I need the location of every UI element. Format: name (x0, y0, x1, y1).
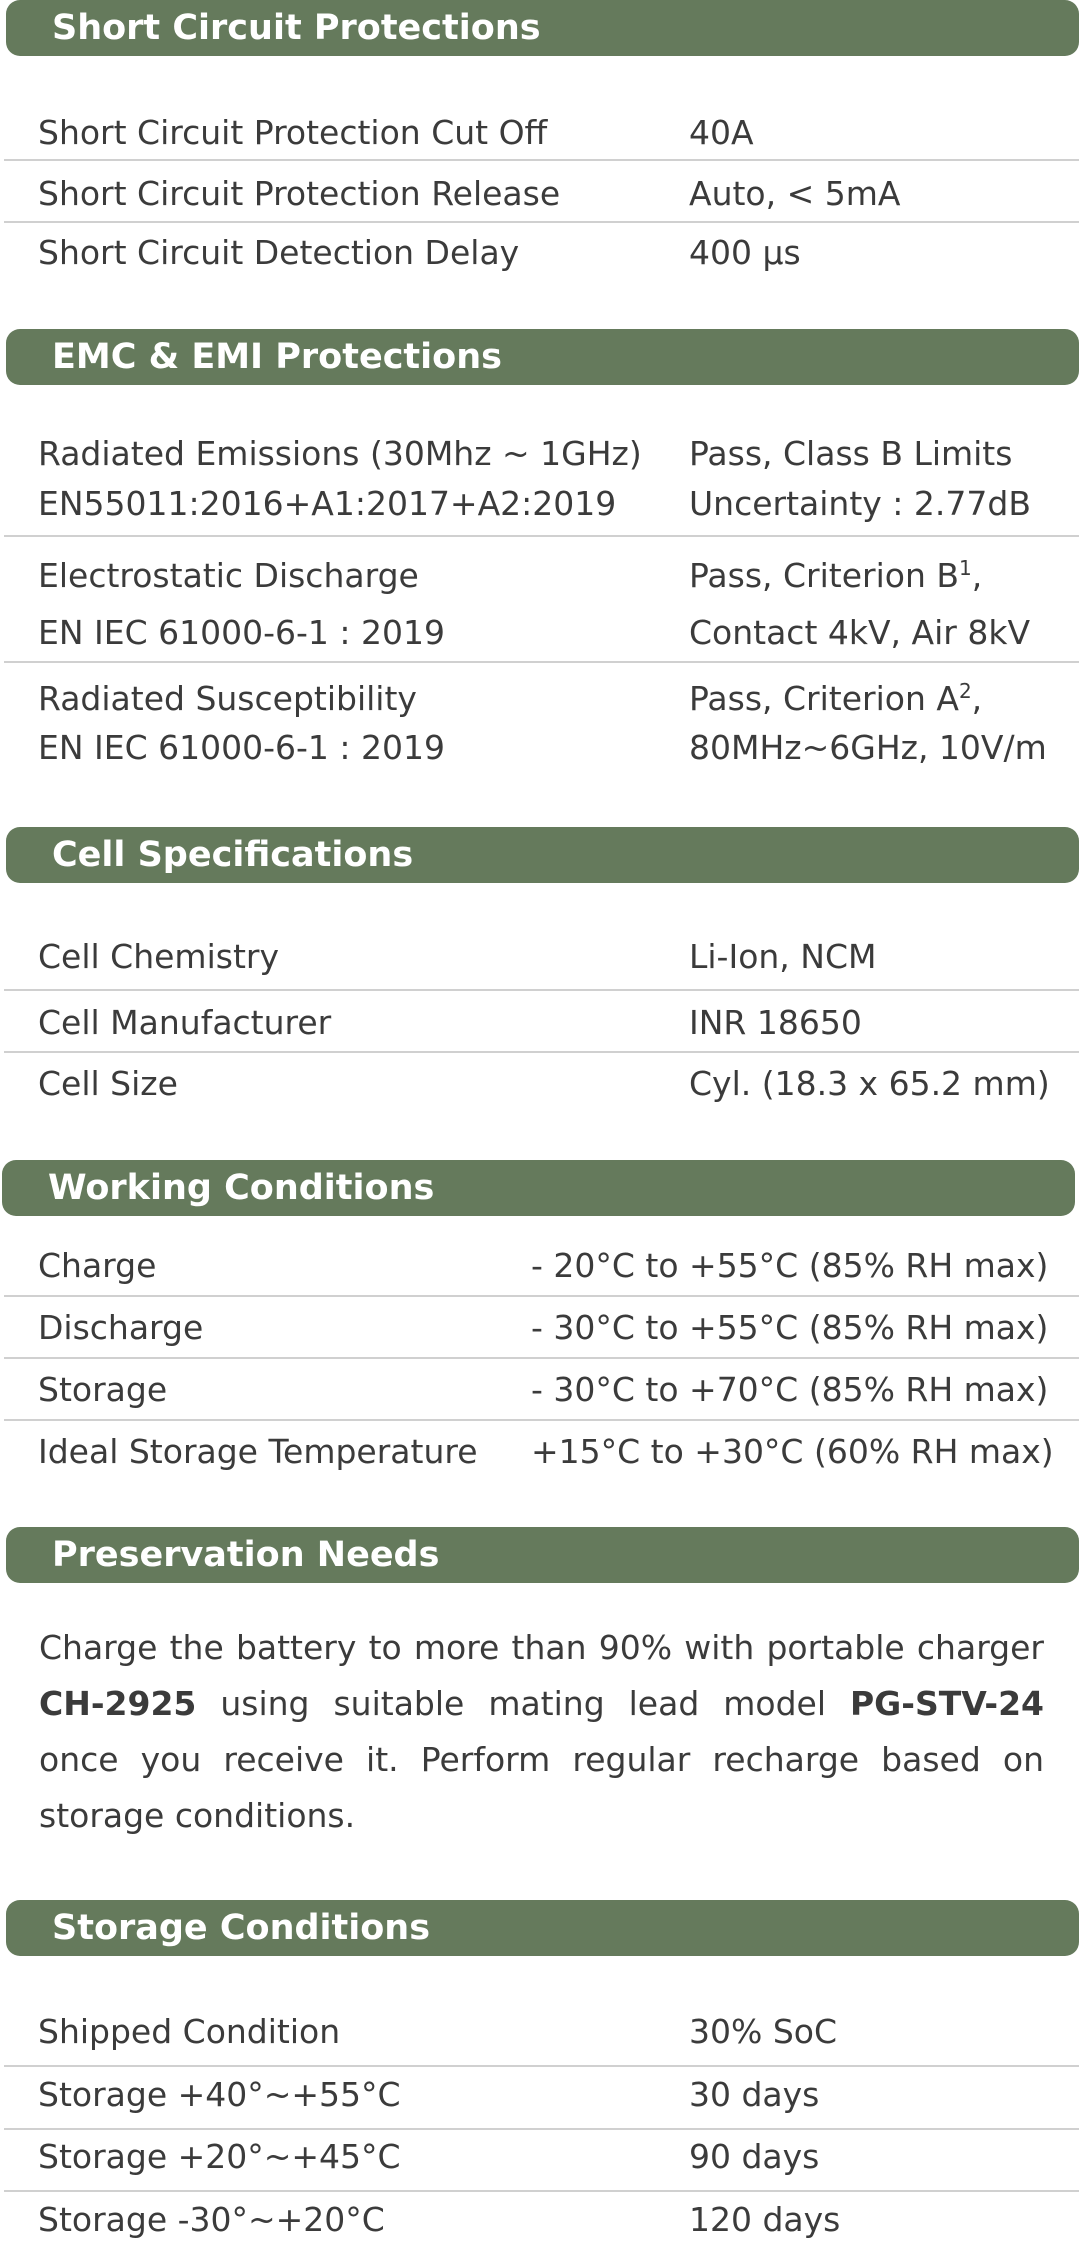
row-divider (4, 1051, 1079, 1053)
spec-value: Uncertainty : 2.77dB (689, 484, 1031, 523)
spec-standard: EN IEC 61000-6-1 : 2019 (38, 728, 446, 767)
row-divider (4, 159, 1079, 161)
spec-value: - 30°C to +70°C (85% RH max) (531, 1370, 1049, 1409)
spec-label: Cell Size (38, 1064, 178, 1103)
spec-label: Radiated Susceptibility (38, 679, 417, 718)
spec-value: +15°C to +30°C (60% RH max) (531, 1432, 1054, 1471)
section-header-emc (6, 329, 1079, 385)
spec-standard: EN IEC 61000-6-1 : 2019 (38, 613, 446, 652)
row-divider (4, 2128, 1079, 2130)
row-divider (4, 1419, 1079, 1421)
spec-label: Short Circuit Detection Delay (38, 233, 520, 272)
section-title: Cell Specifications (52, 835, 414, 875)
spec-label: Ideal Storage Temperature (38, 1432, 478, 1471)
spec-value: Contact 4kV, Air 8kV (689, 613, 1031, 652)
spec-label: Radiated Emissions (30Mhz ~ 1GHz) (38, 434, 642, 473)
row-divider (4, 535, 1079, 537)
spec-value: INR 18650 (689, 1003, 862, 1042)
row-divider (4, 221, 1079, 223)
spec-value (689, 675, 982, 723)
spec-value: 400 µs (689, 233, 801, 272)
spec-value: - 30°C to +55°C (85% RH max) (531, 1308, 1049, 1347)
row-divider (4, 2190, 1079, 2192)
section-title: Preservation Needs (52, 1535, 440, 1575)
section-header-preservation (6, 1527, 1079, 1583)
spec-label: Storage (38, 1370, 168, 1409)
row-divider (4, 2065, 1079, 2067)
spec-standard: EN55011:2016+A1:2017+A2:2019 (38, 484, 617, 523)
spec-value-text: Pass, Criterion A (689, 679, 959, 718)
spec-value-end: , (971, 556, 983, 595)
spec-value: - 20°C to +55°C (85% RH max) (531, 1246, 1049, 1285)
spec-label: Short Circuit Protection Cut Off (38, 113, 548, 152)
spec-value: Li-Ion, NCM (689, 937, 877, 976)
spec-value-end: , (971, 679, 983, 718)
spec-label: Electrostatic Discharge (38, 556, 419, 595)
spec-label: Cell Manufacturer (38, 1003, 332, 1042)
section-header-working (2, 1160, 1075, 1216)
section-title: Storage Conditions (52, 1908, 431, 1948)
row-divider (4, 661, 1079, 663)
row-divider (4, 1295, 1079, 1297)
spec-label: Storage -30°~+20°C (38, 2200, 385, 2239)
spec-value-text: Pass, Criterion B (689, 556, 959, 595)
paragraph-text: once you receive it. Perform regular recharge based on storage conditions. (39, 1740, 1044, 1835)
spec-label: Short Circuit Protection Release (38, 174, 561, 213)
footnote-marker: 1 (959, 556, 972, 580)
section-header-cell (6, 827, 1079, 883)
footnote-marker: 2 (958, 679, 972, 703)
section-header-short-circuit (6, 0, 1079, 56)
spec-label: Shipped Condition (38, 2012, 341, 2051)
spec-label: Cell Chemistry (38, 937, 279, 976)
section-title: Short Circuit Protections (52, 8, 541, 48)
spec-value: 120 days (689, 2200, 841, 2239)
spec-value: Auto, < 5mA (689, 174, 901, 213)
spec-label: Storage +20°~+45°C (38, 2137, 401, 2176)
preservation-paragraph (39, 1620, 1044, 1844)
spec-value: 40A (689, 113, 754, 152)
spec-value (689, 552, 982, 600)
section-header-storage (6, 1900, 1079, 1956)
spec-label: Discharge (38, 1308, 204, 1347)
spec-value: Cyl. (18.3 x 65.2 mm) (689, 1064, 1050, 1103)
spec-value: 30% SoC (689, 2012, 838, 2051)
spec-value: 30 days (689, 2075, 820, 2114)
row-divider (4, 989, 1079, 991)
spec-label: Storage +40°~+55°C (38, 2075, 401, 2114)
spec-value: 90 days (689, 2137, 820, 2176)
lead-model: PG-STV-24 (849, 1684, 1044, 1723)
paragraph-text: using suitable mating lead model (196, 1684, 850, 1723)
spec-label: Charge (38, 1246, 157, 1285)
row-divider (4, 1357, 1079, 1359)
charger-model: CH-2925 (39, 1684, 197, 1723)
spec-value: Pass, Class B Limits (689, 434, 1013, 473)
spec-value: 80MHz~6GHz, 10V/m (689, 728, 1047, 767)
paragraph-text: Charge the battery to more than 90% with portable charger (39, 1628, 1044, 1667)
section-title: Working Conditions (48, 1168, 435, 1208)
section-title: EMC & EMI Protections (52, 337, 502, 377)
